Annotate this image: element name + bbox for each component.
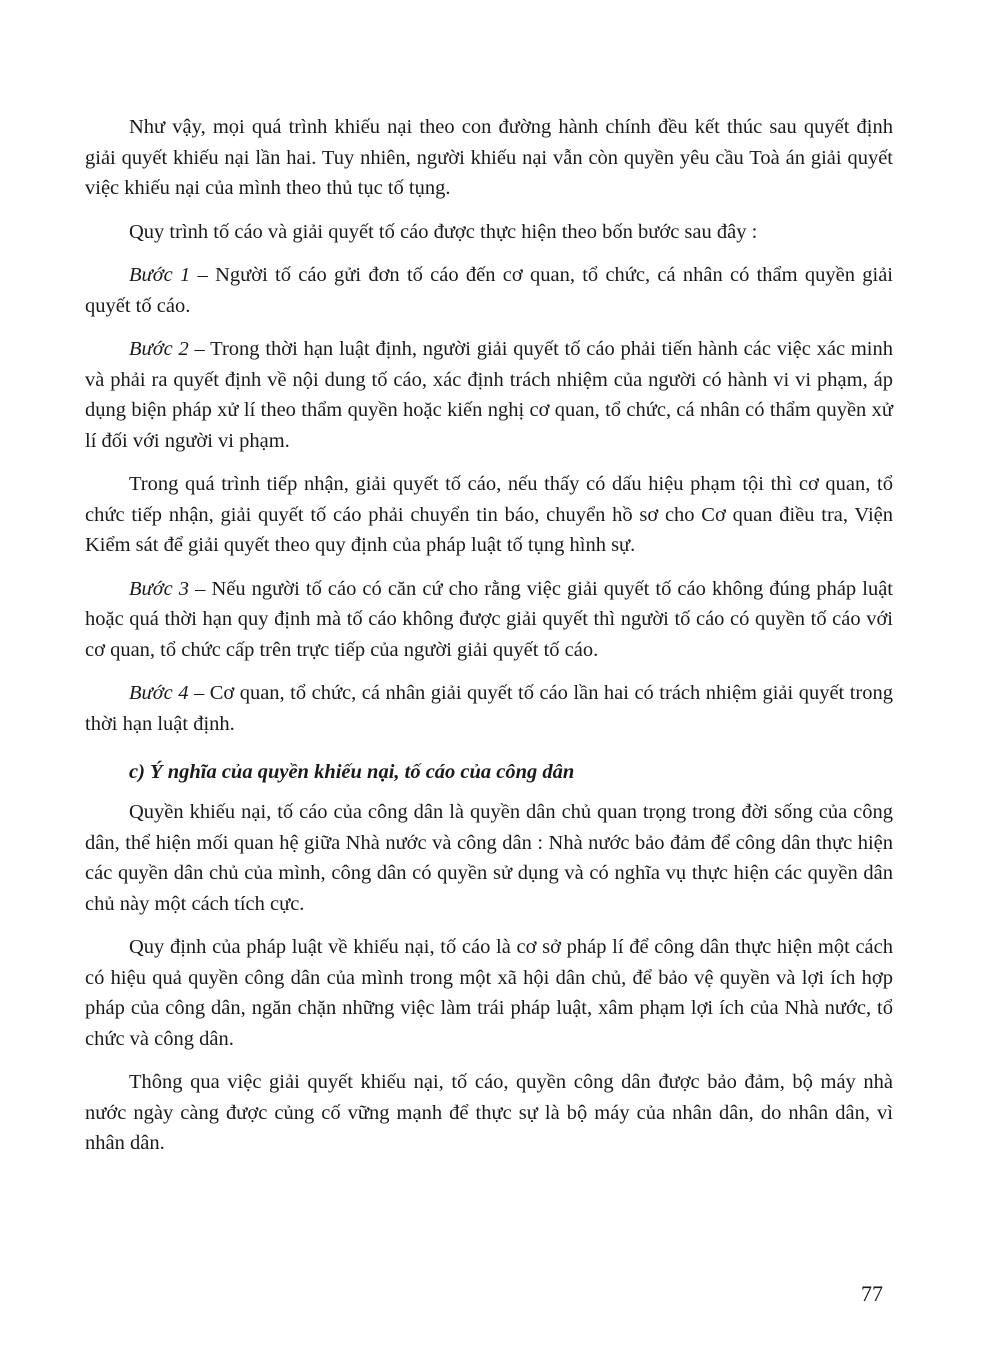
paragraph-text: Quy trình tố cáo và giải quyết tố cáo được thực hiện theo bốn bước sau đây : (129, 220, 758, 243)
paragraph-text: Quy định của pháp luật về khiếu nại, tố cáo là cơ sở pháp lí để công dân thực hiện một cách có hiệu quả quyền công dân của mình trong một xã hội dân chủ, để bảo vệ quyền và lợi ích hợp pháp của công dân, ngăn chặn những việc làm trái pháp luật, xâm phạm lợi ích của Nhà nước, tổ chức và công dân. (85, 936, 893, 1050)
page-number: 77 (861, 1281, 883, 1306)
paragraph-complaint-conclusion (85, 112, 893, 204)
paragraph-text: Thông qua việc giải quyết khiếu nại, tố cáo, quyền công dân được bảo đảm, bộ máy nhà nước ngày càng được củng cố vững mạnh để thực sự là bộ máy của nhân dân, do nhân dân, vì nhân dân. (85, 1071, 893, 1154)
step-label: Bước 4 (129, 682, 189, 704)
paragraph-step-4 (85, 678, 893, 739)
paragraph-text: Trong quá trình tiếp nhận, giải quyết tố cáo, nếu thấy có dấu hiệu phạm tội thì cơ quan, tổ chức tiếp nhận, giải quyết tố cáo phải chuyển tin báo, chuyển hồ sơ cho Cơ quan điều tra, Viện Kiểm sát để giải quyết theo quy định của pháp luật tố tụng hình sự. (85, 473, 893, 556)
paragraph-significance-2 (85, 932, 893, 1054)
paragraph-step-3 (85, 574, 893, 666)
paragraph-significance-1 (85, 797, 893, 919)
paragraph-criminal-signs (85, 469, 893, 561)
step-label: Bước 3 (129, 577, 190, 600)
section-heading: c) Ý nghĩa của quyền khiếu nại, tố cáo của công dân (129, 761, 575, 783)
paragraph-text: Quyền khiếu nại, tố cáo của công dân là quyền dân chủ quan trọng trong đời sống của công dân, thể hiện mối quan hệ giữa Nhà nước và công dân : Nhà nước bảo đảm để công dân thực hiện các quyền dân chủ của mình, công dân có quyền sử dụng và có nghĩa vụ thực hiện các quyền dân chủ này một cách tích cực. (85, 801, 893, 915)
paragraph-text: Như vậy, mọi quá trình khiếu nại theo con đường hành chính đều kết thúc sau quyết định giải quyết khiếu nại lần hai. Tuy nhiên, người khiếu nại vẫn còn quyền yêu cầu Toà án giải quyết việc khiếu nại của mình theo thủ tục tố tụng. (85, 116, 893, 199)
paragraph-text: – Cơ quan, tổ chức, cá nhân giải quyết tố cáo lần hai có trách nhiệm giải quyết trong thời hạn luật định. (85, 682, 893, 735)
paragraph-significance-3 (85, 1067, 893, 1159)
paragraph-text: – Trong thời hạn luật định, người giải quyết tố cáo phải tiến hành các việc xác minh và phải ra quyết định về nội dung tố cáo, xác định trách nhiệm của người có hành vi vi phạm, áp dụng biện pháp xử lí theo thẩm quyền hoặc kiến nghị cơ quan, tổ chức, cá nhân có thẩm quyền xử lí đối với người vi phạm. (85, 338, 893, 452)
paragraph-step-2 (85, 334, 893, 456)
step-label: Bước 2 (129, 338, 189, 360)
paragraph-text: – Người tố cáo gửi đơn tố cáo đến cơ quan, tổ chức, cá nhân có thẩm quyền giải quyết tố cáo. (85, 264, 893, 317)
paragraph-text: – Nếu người tố cáo có căn cứ cho rằng việc giải quyết tố cáo không đúng pháp luật hoặc quá thời hạn quy định mà tố cáo không được giải quyết thì người tố cáo có quyền tố cáo với cơ quan, tổ chức cấp trên trực tiếp của người giải quyết tố cáo. (85, 577, 893, 661)
step-label: Bước 1 (129, 264, 191, 286)
paragraph-step-1 (85, 260, 893, 321)
page-body (85, 112, 893, 1172)
paragraph-denunciation-intro (85, 217, 893, 248)
